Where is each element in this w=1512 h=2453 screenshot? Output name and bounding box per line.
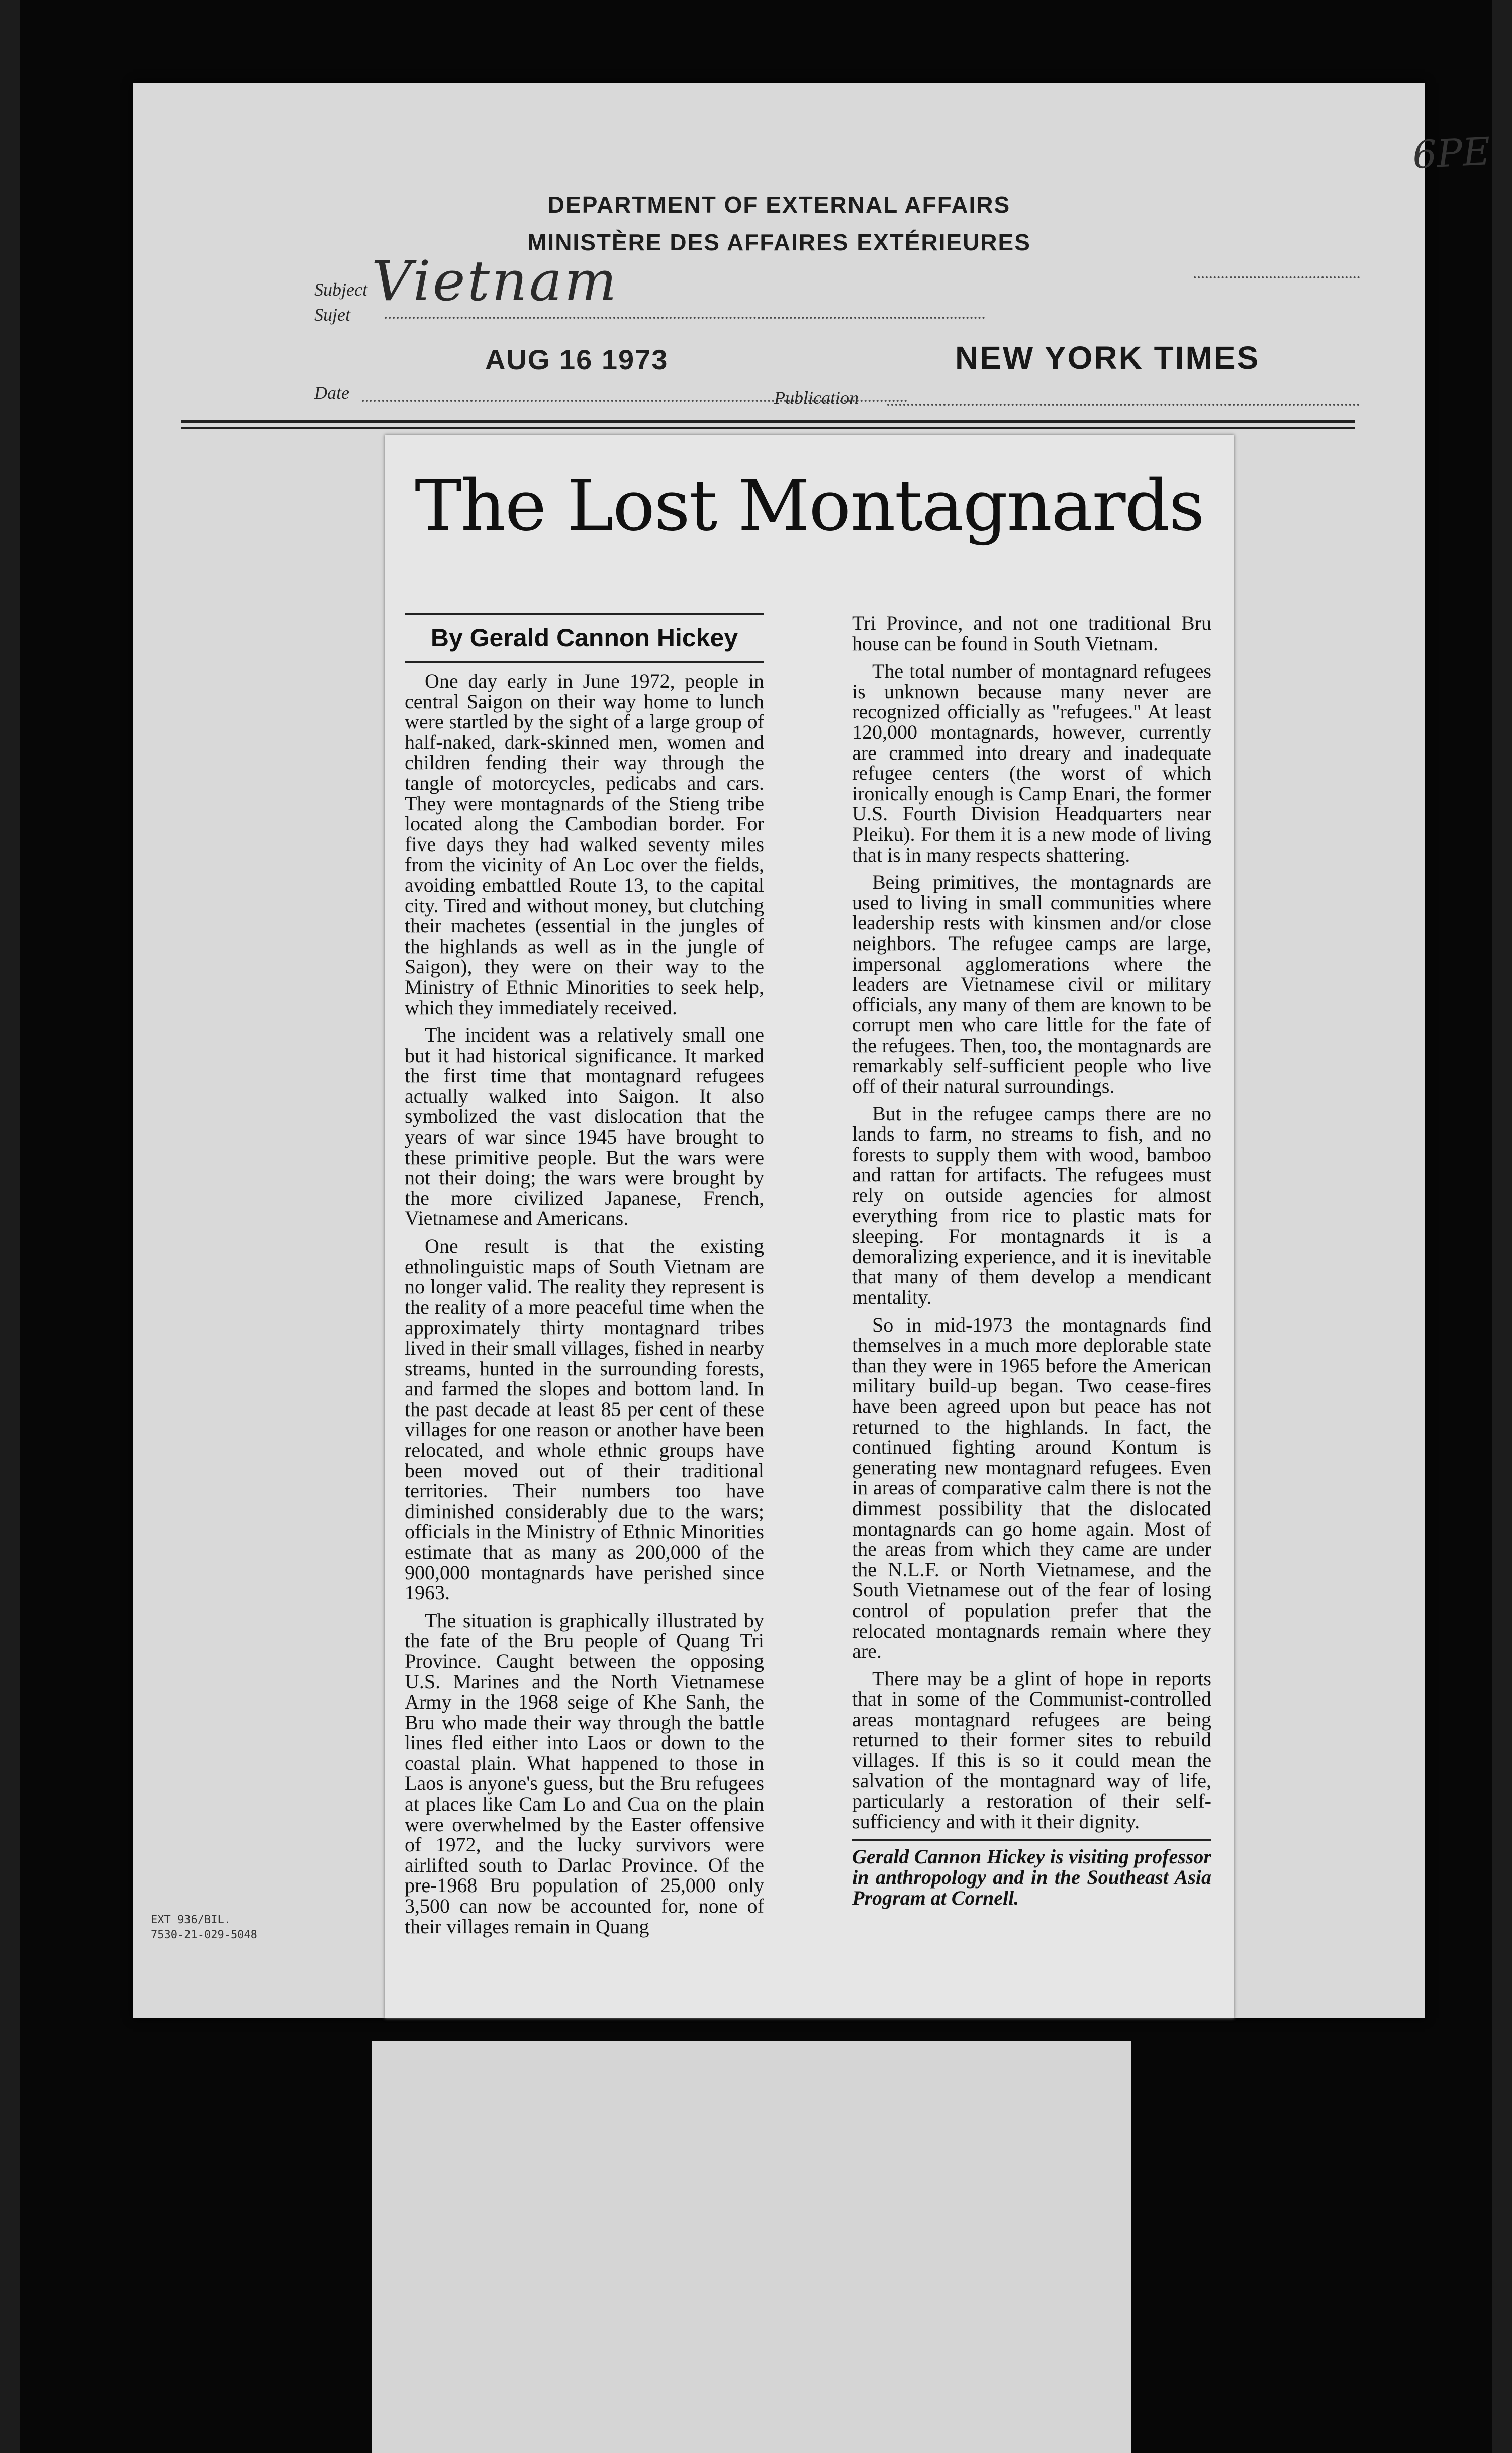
article-paragraph: The situation is graphically illustrated by the fate of the Bru people of Quang Tri Province. Caught between the opposing U.S. Marines and the North Vietnamese Army in the 1968 seige of Khe Sanh, the Bru who made their way through the battle lines fled either into Laos or down to the coastal plain. What happened to those in Laos is anyone's guess, but the Bru refugees at places like Cam Lo and Cua on the plain were overwhelmed by the Easter offensive of 1972, and the lucky survivors were airlifted south to Darlac Province. Of the pre-1968 Bru population of 25,000 only 3,500 can now be accounted for, none of their villages remain in Quang	[405, 1609, 764, 1938]
form-sheet	[133, 83, 1492, 2018]
article-paragraph: One day early in June 1972, people in central Saigon on their way home to lunch were startled by the sight of a large group of half-naked, dark-skinned men, women and children fending their way through the tangle of motorcycles, pedicabs and cars. They were montagnards of the Stieng tribe located along the Cambodian border. For five days they had walked seventy miles from the vicinity of An Loc over the fields, avoiding embattled Route 13, to the capital city. Tired and without money, but clutching their machetes (essential in the jungles of the highlands as well as in the jungle of Saigon), they were on their way to the Ministry of Ethnic Minorities to seek help, which they immediately received.	[405, 670, 764, 1019]
article-column-left	[405, 671, 764, 1944]
publication-stamp: NEW YORK TIMES	[955, 340, 1260, 376]
article-headline: The Lost Montagnards	[415, 465, 1204, 547]
blank-sheet	[372, 2041, 1131, 2453]
article-paragraph: There may be a glint of hope in reports that in some of the Communist-controlled areas montagnard refugees are being returned to their former sites to rebuild villages. If this is so it could mean the salvation of the montagnard way of life, particularly a restoration of their self-sufficiency and with it their dignity.	[852, 1667, 1211, 1833]
film-edge-right	[1492, 0, 1512, 2453]
article-byline: By Gerald Cannon Hickey	[430, 624, 738, 652]
form-code-line-1: EXT 936/BIL.	[151, 1914, 231, 1926]
byline-rule-bottom	[405, 661, 764, 663]
subject-dotline	[385, 317, 985, 319]
article-column-right	[852, 613, 1211, 1908]
article-paragraph: But in the refugee camps there are no lands to farm, no streams to fish, and no forests to supply them with wood, bamboo and rattan for artifacts. The refugees must rely on outside agencies for almost everything from rice to plastic mats for sleeping. For montagnards it is a demoralizing experience, and it is inevitable that many of them develop a mendicant mentality.	[852, 1102, 1211, 1308]
newspaper-clipping	[385, 435, 1234, 2018]
subject-label: Subject	[314, 279, 367, 300]
byline-rule-top	[405, 613, 764, 615]
header-rule-thick	[181, 420, 1355, 423]
publication-label: Publication	[774, 388, 859, 408]
subject-label-fr: Sujet	[314, 305, 350, 325]
article-paragraph: Being primitives, the montagnards are used to living in small communities where leadership rests with kinsmen and/or close neighbors. The refugee camps are large, impersonal agglomerations where the leaders are Vietnamese civil or military officials, any many of them are known to be corrupt men who care little for the fate of the refugees. Then, too, the montagnards are remarkably self-sufficient people who live off of their natural surroundings.	[852, 871, 1211, 1098]
author-bio-rule	[852, 1839, 1211, 1841]
department-name-fr: MINISTÈRE DES AFFAIRES EXTÉRIEURES	[527, 229, 1031, 255]
article-paragraph: The total number of montagnard refugees is unknown because many never are recognized officially as "refugees." At least 120,000 montagnards, however, currently are crammed into dreary and inadequate refugee centers (the worst of which ironically enough is Camp Enari, the former U.S. Fourth Division Headquarters near Pleiku). For them it is a new mode of living that is in many respects shattering.	[852, 659, 1211, 866]
top-right-dotline	[1194, 276, 1360, 278]
date-stamp: AUG 16 1973	[485, 344, 669, 375]
header-rule-thin	[181, 427, 1355, 429]
form-code	[151, 1913, 257, 1943]
subject-handwritten-value: Vietnam	[372, 249, 619, 313]
publication-dotline	[887, 404, 1360, 406]
corner-code: 6PE	[1411, 129, 1492, 177]
film-edge-left	[0, 0, 20, 2453]
article-paragraph: The incident was a relatively small one but it had historical significance. It marked the first time that montagnard refugees actually walked into Saigon. It also symbolized the vast dislocation that the years of war since 1945 have brought to these primitive people. But the wars were not their doing; the wars were brought by the more civilized Japanese, French, Vietnamese and Americans.	[405, 1023, 764, 1230]
form-code-line-2: 7530-21-029-5048	[151, 1929, 257, 1941]
article-paragraph: Tri Province, and not one traditional Bru house can be found in South Vietnam.	[852, 612, 1211, 655]
article-paragraph: One result is that the existing ethnolinguistic maps of South Vietnam are no longer valid. The reality they represent is the reality of a more peaceful time when the approximately thirty montagnard tribes lived in their small villages, fished in nearby streams, hunted in the surrounding forests, and farmed the slopes and bottom land. In the past decade at least 85 per cent of these villages for one reason or another have been relocated, and whole ethnic groups have been moved out of their traditional territories. Their numbers too have diminished considerably due to the wars; officials in the Ministry of Ethnic Minorities estimate that as many as 200,000 of the 900,000 montagnards have perished since 1963.	[405, 1235, 764, 1605]
author-bio: Gerald Cannon Hickey is visiting professor in anthropology and in the Southeast Asia Program at Cornell.	[852, 1845, 1211, 1909]
department-name-en: DEPARTMENT OF EXTERNAL AFFAIRS	[547, 192, 1011, 218]
date-label: Date	[314, 383, 349, 403]
article-paragraph: So in mid-1973 the montagnards find themselves in a much more deplorable state than they were in 1965 before the American military build-up began. Two cease-fires have been agreed upon but peace has not returned to the highlands. In fact, the continued fighting around Kontum is generating new montagnard refugees. Even in areas of comparative calm there is not the dimmest possibility that the dislocated montagnards can go home again. Most of the areas from which they came are under the N.L.F. or North Vietnamese, and the South Vietnamese out of the fear of losing control of population prefer that the relocated montagnards remain where they are.	[852, 1313, 1211, 1663]
